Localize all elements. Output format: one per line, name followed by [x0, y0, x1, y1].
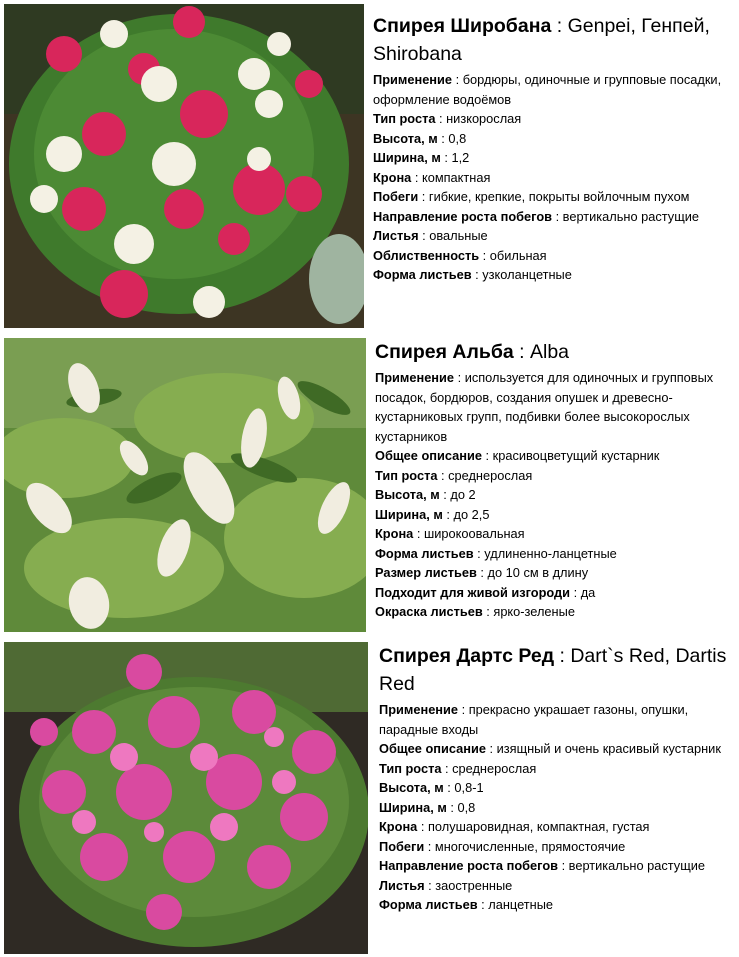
attribute-value: : 1,2 — [440, 150, 470, 165]
attribute-value: : да — [570, 584, 596, 600]
attribute-key: Форма листьев — [375, 545, 474, 561]
attribute-value: : среднерослая — [437, 467, 533, 483]
pink-spirea-photo-icon — [4, 642, 368, 954]
attribute-row — [373, 129, 735, 149]
plant-title-name: Спирея Альба — [375, 341, 514, 363]
attribute-row — [373, 265, 735, 285]
attribute-value: : обильная — [479, 247, 547, 263]
attribute-row — [375, 583, 735, 603]
attribute-row — [375, 466, 735, 486]
plant-photo-2 — [4, 338, 366, 632]
attribute-row — [379, 778, 735, 798]
white-spirea-photo-icon — [4, 338, 366, 632]
attribute-row — [375, 368, 735, 446]
plant-attributes — [379, 700, 735, 915]
attribute-key: Форма листьев — [379, 897, 478, 912]
attribute-row — [375, 544, 735, 564]
attribute-key: Форма листьев — [373, 267, 472, 282]
attribute-row — [373, 109, 735, 129]
attribute-value: : до 10 см в длину — [476, 565, 589, 580]
attribute-row — [379, 876, 735, 896]
attribute-row — [379, 817, 735, 837]
attribute-key: Тип роста — [379, 760, 442, 776]
attribute-row — [373, 207, 735, 227]
attribute-row — [373, 246, 735, 266]
attribute-row — [379, 856, 735, 876]
plant-title-name: Спирея Широбана — [373, 15, 552, 37]
attribute-row — [373, 168, 735, 188]
attribute-value: : низкорослая — [435, 111, 522, 126]
plant-title-name: Спирея Дартс Ред — [379, 645, 555, 667]
plant-photo-3 — [4, 642, 368, 954]
attribute-value: : прекрасно украшает газоны, опушки, парадные входы — [379, 702, 689, 737]
plant-attributes — [373, 70, 735, 285]
attribute-row — [379, 798, 735, 818]
attribute-value: : гибкие, крепкие, покрыты войлочным пухом — [418, 189, 690, 204]
attribute-key: Применение — [375, 370, 455, 385]
attribute-value: : ланцетные — [477, 897, 554, 912]
attribute-key: Ширина, м — [375, 506, 443, 522]
attribute-row — [379, 837, 735, 857]
attribute-row — [375, 563, 735, 583]
plant-title — [379, 642, 735, 698]
attribute-key: Применение — [379, 702, 459, 717]
attribute-row — [375, 485, 735, 505]
attribute-key: Крона — [379, 819, 418, 834]
attribute-key: Высота, м — [375, 487, 440, 502]
attribute-value: : 0,8-1 — [443, 780, 484, 795]
plant-card-2 — [0, 334, 739, 634]
attribute-row — [373, 187, 735, 207]
attribute-key: Побеги — [373, 189, 419, 204]
attribute-key: Листья — [379, 877, 425, 893]
attribute-value: : бордюры, одиночные и групповые посадки, оформление водоёмов — [373, 72, 722, 107]
attribute-row — [373, 226, 735, 246]
plant-text-3 — [379, 642, 735, 915]
attribute-key: Общее описание — [375, 448, 482, 463]
plant-card-1 — [0, 0, 739, 330]
plant-title — [375, 338, 735, 366]
attribute-key: Применение — [373, 72, 453, 87]
attribute-row — [375, 505, 735, 525]
attribute-row — [375, 446, 735, 466]
attribute-value: : используется для одиночных и групповых посадок, бордюров, создания опушек и древесно-кустарниковых групп, подбивки более высокорослых кустарников — [375, 370, 714, 444]
attribute-row — [379, 759, 735, 779]
attribute-value: : вертикально растущие — [558, 858, 705, 873]
attribute-key: Подходит для живой изгороди — [375, 584, 571, 600]
attribute-key: Побеги — [379, 838, 425, 854]
attribute-value: : изящный и очень красивый кустарник — [485, 741, 721, 756]
attribute-value: : 0,8 — [446, 799, 476, 815]
attribute-value: : узколанцетные — [471, 267, 572, 282]
attribute-value: : до 2 — [439, 487, 476, 502]
attribute-key: Листья — [373, 228, 419, 243]
attribute-row — [375, 524, 735, 544]
plant-text-1 — [373, 12, 735, 285]
attribute-value: : широкоовальная — [413, 526, 525, 541]
plant-card-3 — [0, 638, 739, 957]
attribute-value: : полушаровидная, компактная, густая — [417, 819, 650, 834]
attribute-row — [373, 70, 735, 109]
attribute-value: : заостренные — [424, 877, 513, 893]
attribute-value: : удлиненно-ланцетные — [473, 545, 617, 561]
attribute-value: : компактная — [411, 169, 491, 185]
attribute-key: Тип роста — [373, 111, 436, 126]
attribute-value: : красивоцветущий кустарник — [481, 448, 660, 463]
attribute-value: : вертикально растущие — [552, 208, 699, 224]
attribute-value: : овальные — [418, 228, 488, 243]
attribute-row — [373, 148, 735, 168]
attribute-value: : среднерослая — [441, 760, 537, 776]
plant-title-synonyms: : Genpei, Генпей, Shirobana — [373, 15, 710, 65]
attribute-row — [379, 895, 735, 915]
attribute-key: Размер листьев — [375, 565, 477, 580]
attribute-value: : 0,8 — [437, 130, 467, 146]
plant-title-synonyms: : Alba — [513, 341, 570, 363]
attribute-key: Крона — [375, 526, 414, 541]
plant-attributes — [375, 368, 735, 622]
attribute-value: : до 2,5 — [442, 506, 490, 522]
attribute-key: Высота, м — [379, 780, 444, 795]
attribute-key: Направление роста побегов — [379, 858, 559, 873]
attribute-key: Облиственность — [373, 247, 480, 263]
plant-text-2 — [375, 338, 735, 622]
pink-white-spirea-photo-icon — [4, 4, 364, 328]
attribute-key: Крона — [373, 169, 412, 185]
attribute-key: Направление роста побегов — [373, 208, 553, 224]
attribute-key: Ширина, м — [379, 799, 447, 815]
attribute-key: Тип роста — [375, 467, 438, 483]
plant-photo-1 — [4, 4, 364, 328]
attribute-value: : многочисленные, прямостоячие — [424, 838, 626, 854]
attribute-key: Общее описание — [379, 741, 486, 756]
attribute-row — [379, 700, 735, 739]
plant-title-synonyms: : Dart`s Red, Dartis Red — [379, 645, 727, 695]
attribute-value: : ярко-зеленые — [482, 604, 575, 619]
attribute-key: Высота, м — [373, 130, 438, 146]
attribute-row — [375, 602, 735, 622]
plant-title — [373, 12, 735, 68]
attribute-key: Окраска листьев — [375, 604, 483, 619]
attribute-key: Ширина, м — [373, 150, 441, 165]
attribute-row — [379, 739, 735, 759]
